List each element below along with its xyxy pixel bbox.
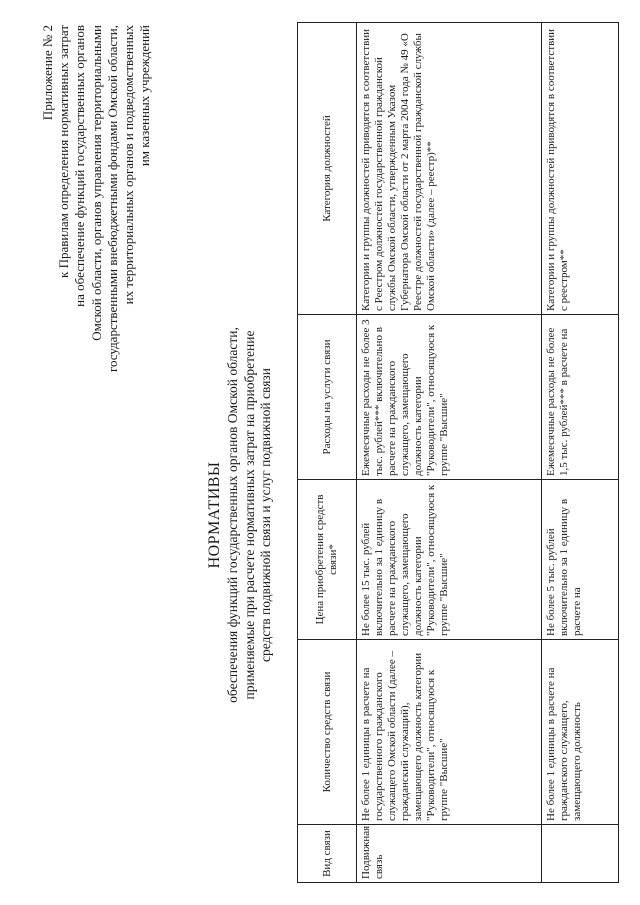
table-cell: Категории и группы должностей приводятся в соответствии с Реестром должностей государственной гражданской службы Омской области, утвержденным Указом Губернатора Омской области от 2 марта 2004 года № 49 «О Реестре должностей государственной гражданской службы Омской области» (далее – реестр)** [357,23,542,315]
norms-table [297,22,619,883]
column-header: Категория должностей [298,23,357,315]
column-header: Вид связи [298,825,357,883]
table-row [357,23,542,883]
table-row [542,23,619,883]
appendix-header [40,25,153,435]
table-cell: Не более 15 тыс. рублей включительно за 1 единицу в расчете на гражданского служащего, замещающего должность категории "Руководители", относящуюся к группе "Высшие" [357,480,542,640]
document-subtitle-line: применяемые при расчете нормативных затрат на приобретение [241,330,257,700]
column-header: Количество средств связи [298,640,357,825]
appendix-line: им казенных учреждений [137,25,153,167]
document-heading [205,255,275,775]
table-cell: Категории и группы должностей приводятся в соответствии с реестром** [542,23,619,315]
table-cell: Ежемесячные расходы не более 1,5 тыс. рублей*** в расчете на [542,315,619,480]
appendix-line: к Правилам определения нормативных затрат [56,25,72,278]
appendix-line: Омской области, органов управления территориальными [88,25,104,341]
table-cell: Не более 5 тыс. рублей включительно за 1 единицу в расчете на [542,480,619,640]
table-cell: Не более 1 единицы в расчете на гражданского служащего, замещающего должность [542,640,619,825]
column-header: Расходы на услуги связи [298,315,357,480]
table-cell [542,825,619,883]
document-title: НОРМАТИВЫ [206,461,223,569]
appendix-line: Приложение № 2 [40,25,55,121]
table-cell: Не более 1 единицы в расчете на государственного гражданского служащего Омской области (далее – гражданский служащий), замещающего должность категории "Руководители", относящуюся к группе "Высшие" [357,640,542,825]
document-subtitle-line: средств подвижной связи и услуг подвижной связи [258,368,273,663]
appendix-line: государственными внебюджетными фондами Омской области, [104,25,120,373]
document-subtitle-line: обеспечения функций государственных органов Омской области, [225,327,240,703]
table-header-row [298,23,357,883]
table-cell: Ежемесячные расходы не более 3 тыс. рублей*** включительно в расчете на гражданского служащего, замещающего должность категории "Руководители", относящуюся к группе "Высшие" [357,315,542,480]
column-header: Цена приобретения средств связи* [298,480,357,640]
table-cell: Подвижная связь [357,825,542,883]
appendix-line: их территориальных органов и подведомственных [121,25,137,305]
appendix-line: на обеспечение функций государственных органов [72,25,88,307]
